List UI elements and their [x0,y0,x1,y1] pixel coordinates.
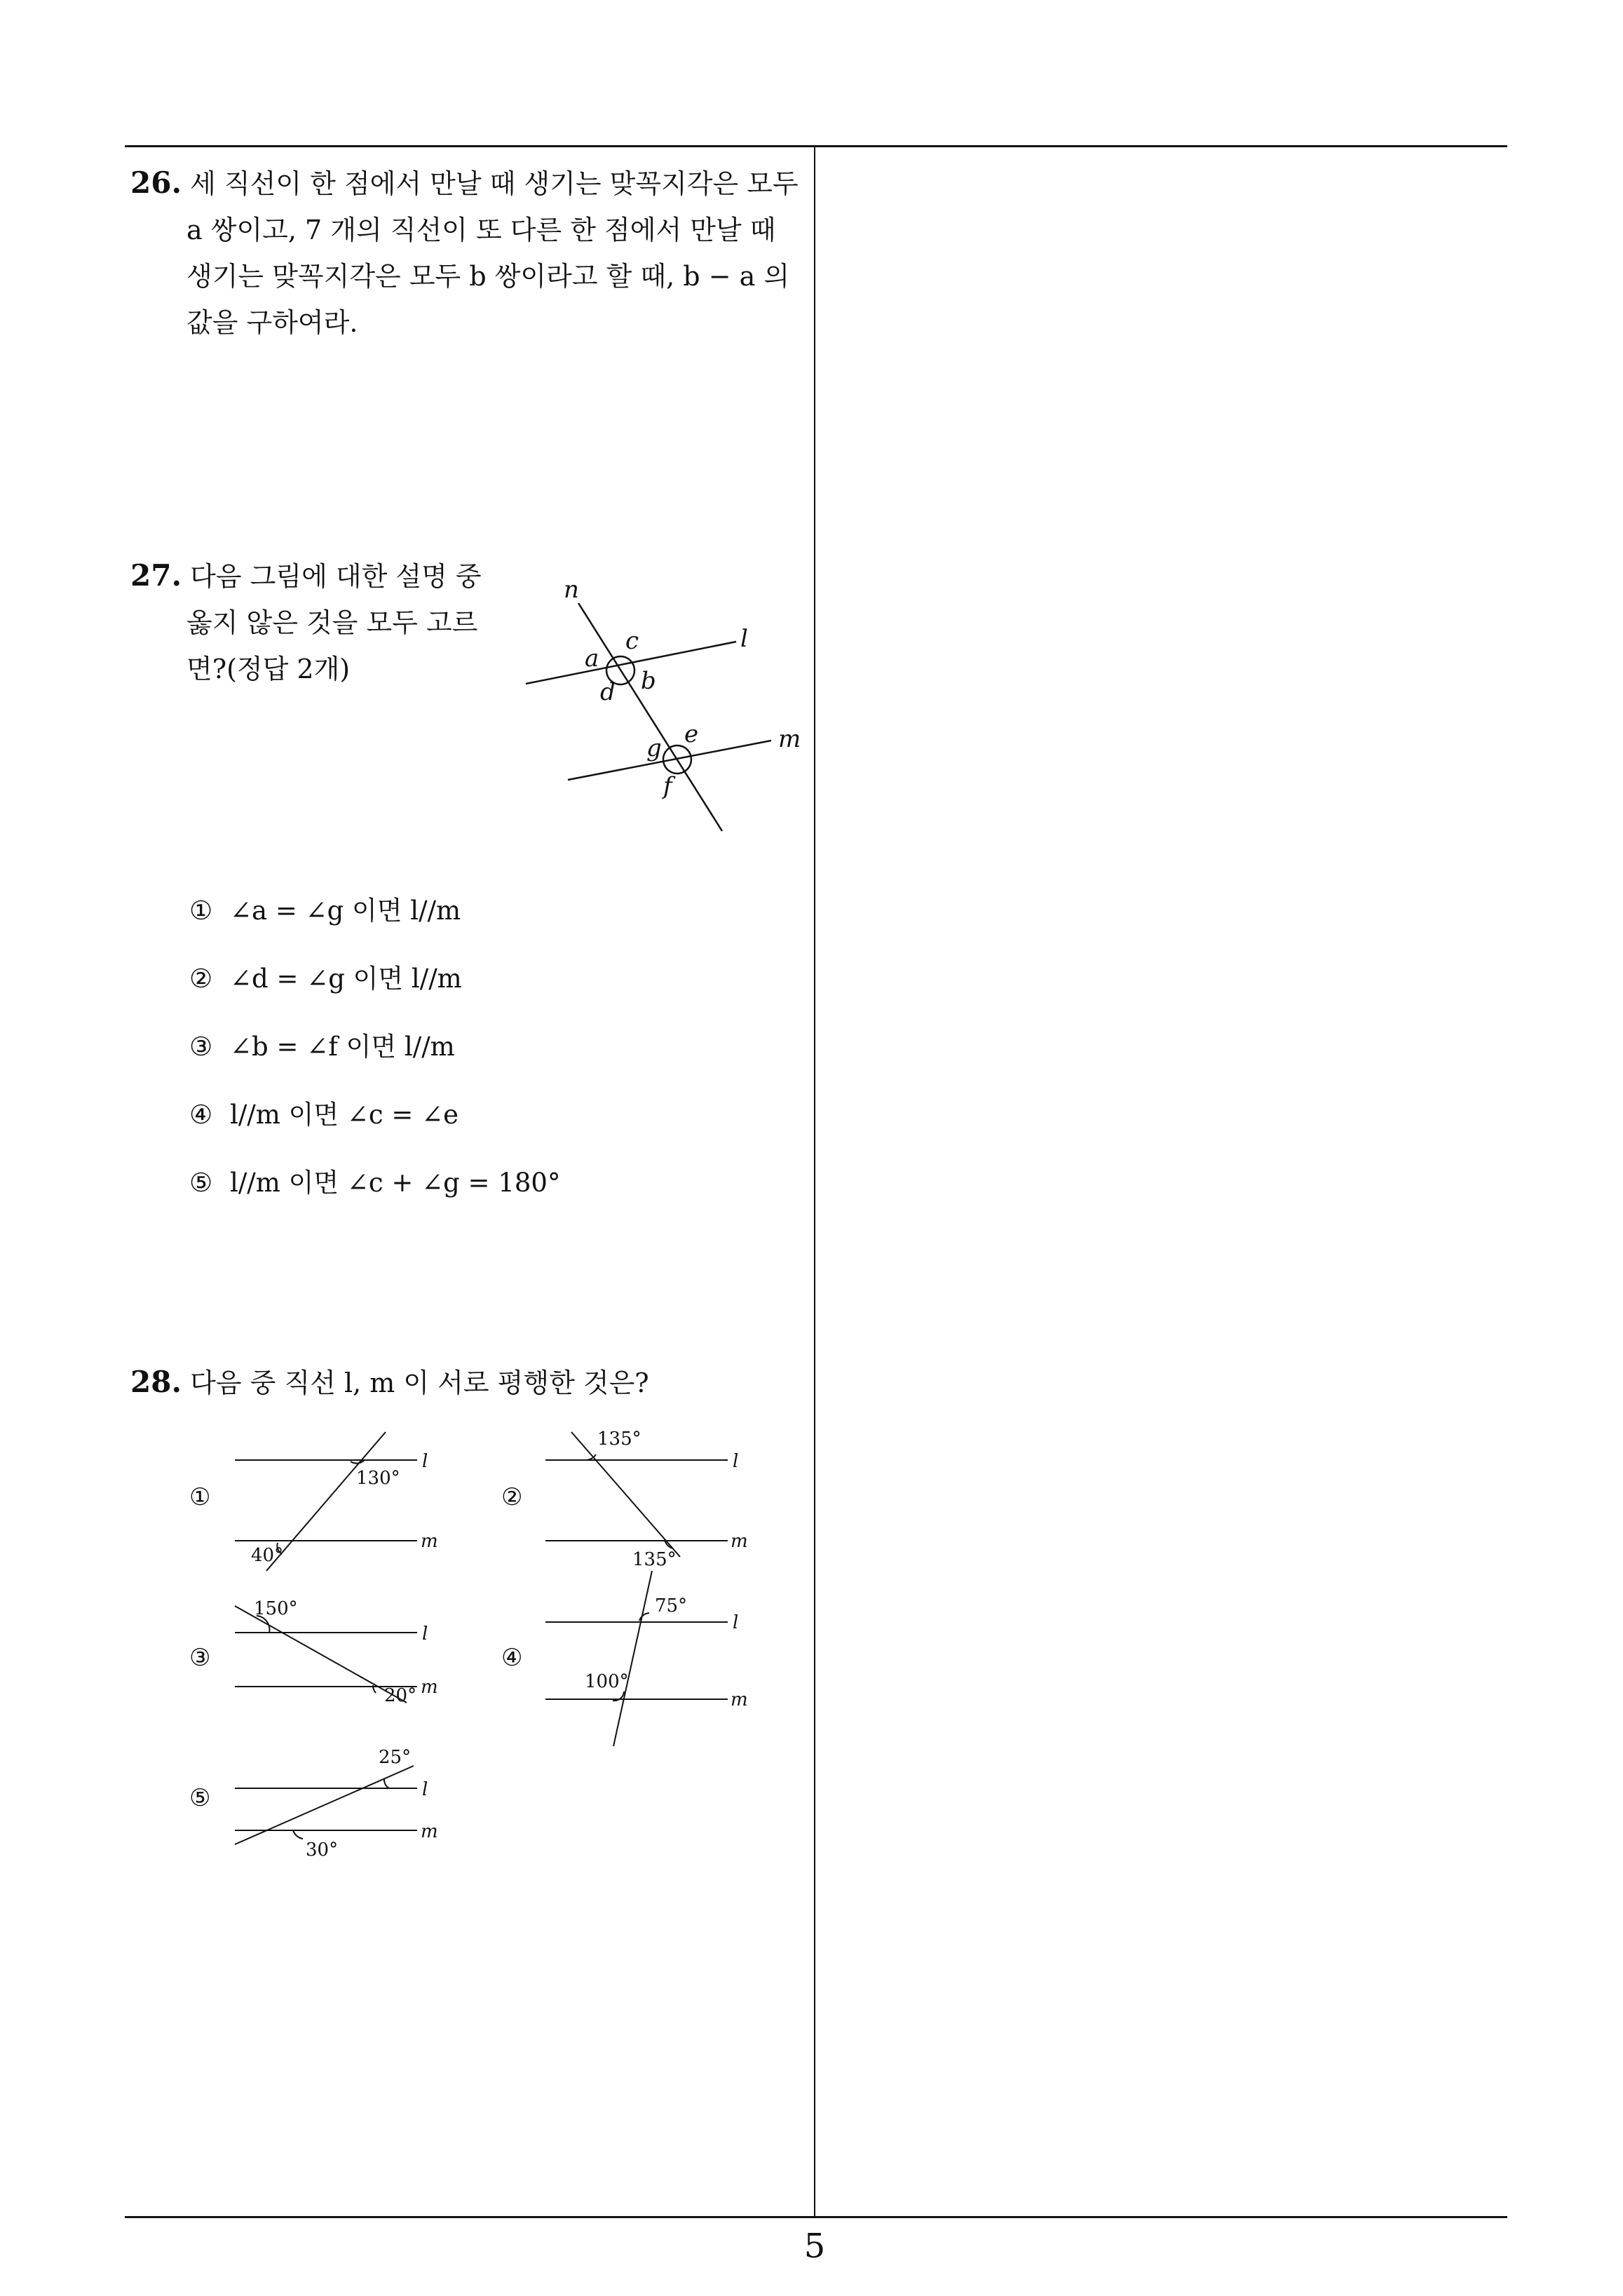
question-number: 27. [130,558,182,593]
option-mark[interactable]: ④ [501,1644,523,1672]
question-number: 28. [130,1365,182,1399]
question-28 [130,1359,649,1406]
option-angle-label: 40° [251,1545,284,1566]
choice-text: l//m 이면 ∠c + ∠g = 180° [230,1168,561,1198]
question-text-line: 면?(정답 2개) [186,654,351,684]
option-angle-label: 130° [356,1468,400,1489]
choice-mark: ① [189,896,213,926]
choice-text: ∠d = ∠g 이면 l//m [230,964,462,994]
label-d: d [600,678,616,706]
choice-3[interactable] [189,1025,560,1093]
choice-text: ∠b = ∠f 이면 l//m [230,1032,455,1062]
q27-choices [189,889,560,1229]
option-line-m-label: m [421,1677,438,1698]
option-mark[interactable]: ① [189,1483,211,1511]
choice-mark: ② [189,964,213,994]
option-angle-label: 135° [597,1429,641,1450]
label-g: g [646,734,662,762]
option-mark[interactable]: ⑤ [189,1784,211,1812]
option-line-m-label: m [421,1821,438,1842]
option-angle-label: 20° [384,1685,417,1706]
label-m: m [778,725,801,753]
option-line-m-label: m [731,1531,748,1552]
question-text-line: 다음 그림에 대한 설명 중 [190,561,482,592]
question-number: 26. [130,166,182,200]
question-26 [130,160,799,346]
label-c: c [625,627,639,655]
question-text-line: 값을 구하여라. [186,307,358,338]
option-angle-label: 30° [306,1839,339,1861]
choice-text: ∠a = ∠g 이면 l//m [230,896,461,926]
choice-mark: ③ [189,1032,213,1062]
option-angle-label: 75° [655,1595,688,1616]
option-angle-label: 25° [379,1747,412,1768]
question-27 [130,553,482,692]
q27-figure [512,568,820,849]
transversal-n [578,603,722,831]
option-line-m-label: m [421,1531,438,1552]
question-text-line: 생기는 맞꼭지각은 모두 b 쌍이라고 할 때, b − a 의 [186,261,790,292]
question-text-line: 다음 중 직선 l, m 이 서로 평행한 것은? [190,1368,649,1398]
label-e: e [684,720,699,748]
option-line-m-label: m [731,1689,748,1710]
option-line-l-label: l [733,1451,739,1472]
option-angle-label: 100° [585,1671,629,1692]
choice-4[interactable] [189,1093,560,1161]
label-b: b [641,667,656,695]
choice-mark: ④ [189,1100,213,1130]
question-text-line: a 쌍이고, 7 개의 직선이 또 다른 한 점에서 만날 때 [186,215,776,245]
bottom-rule [125,2216,1507,2218]
label-n: n [564,576,579,604]
choice-5[interactable] [189,1161,560,1229]
choice-1[interactable] [189,889,560,957]
label-f: f [663,772,672,800]
option-mark[interactable]: ③ [189,1644,211,1672]
choice-mark: ⑤ [189,1168,213,1198]
choice-2[interactable] [189,957,560,1025]
option-angle-label: 135° [632,1549,677,1570]
option-line-l-label: l [422,1451,428,1472]
option-mark[interactable]: ② [501,1483,523,1511]
option-line-l-label: l [422,1623,428,1645]
option-line-l-label: l [422,1779,428,1800]
option-angle-label: 150° [254,1598,298,1619]
question-text-line: 세 직선이 한 점에서 만날 때 생기는 맞꼭지각은 모두 [190,168,799,199]
option-line-l-label: l [733,1612,739,1633]
question-text-line: 옳지 않은 것을 모두 고르 [186,607,478,638]
label-l: l [740,625,748,653]
column-divider [814,145,815,2217]
top-rule [125,145,1507,147]
q28-figures [189,1424,792,1872]
page-number: 5 [803,2227,826,2266]
choice-text: l//m 이면 ∠c = ∠e [230,1100,459,1130]
label-a: a [585,644,599,673]
